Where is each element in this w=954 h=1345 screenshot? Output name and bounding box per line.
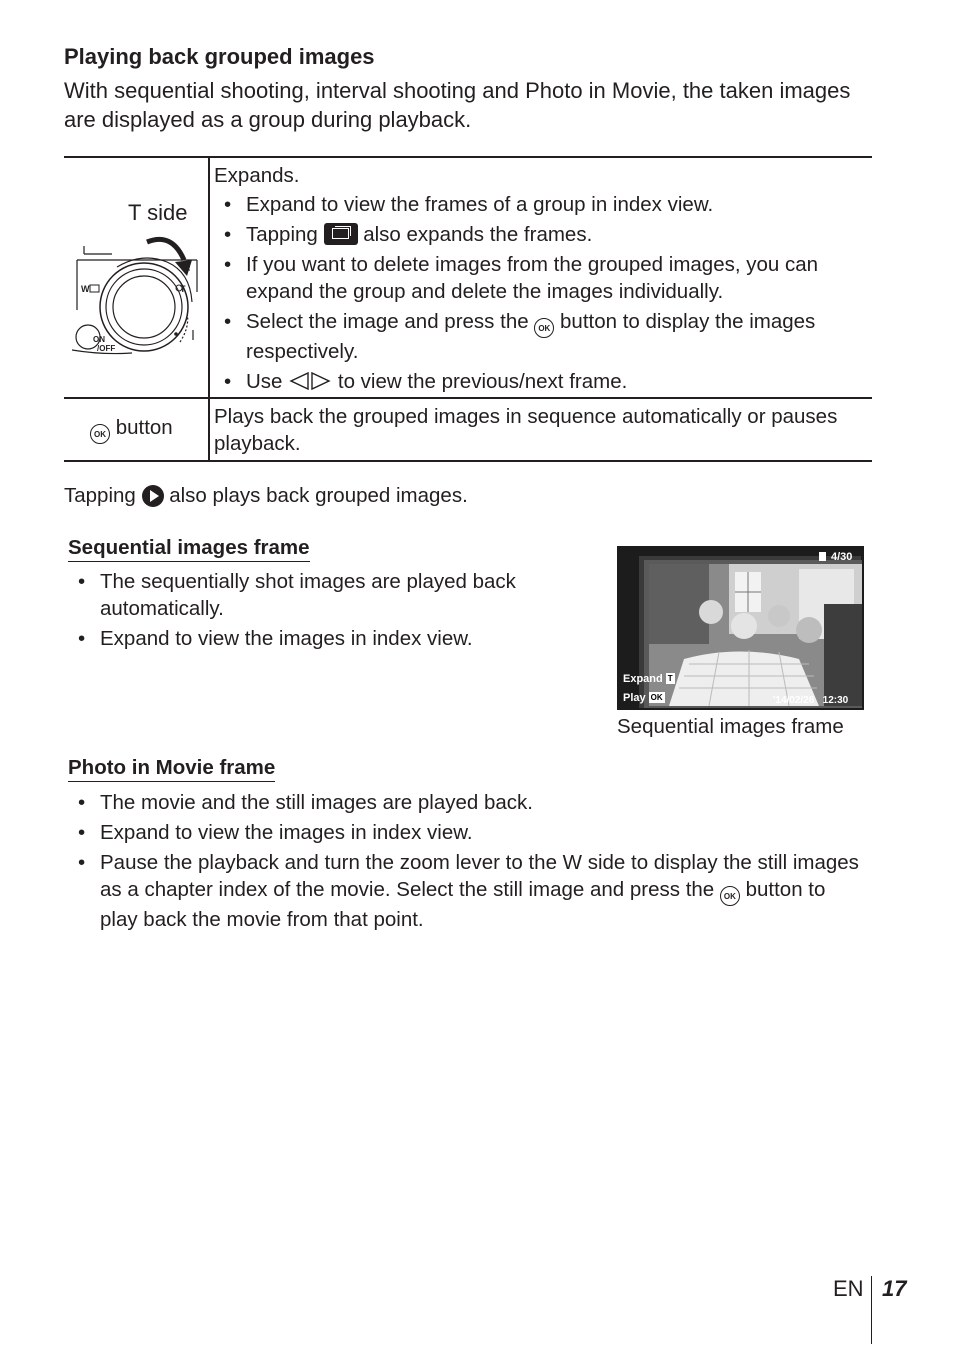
on-off-label-2: /OFF: [97, 344, 116, 353]
group-icon: [819, 552, 826, 561]
index-icon: [90, 285, 99, 292]
sequential-heading: Sequential images frame: [68, 536, 310, 562]
list-item: • Expand to view the images in index view.: [68, 625, 588, 652]
list-item: [214, 308, 864, 365]
t-label: T: [180, 284, 186, 294]
list-item: • If you want to delete images from the grouped images, you can expand the group and delete the images individually.: [214, 251, 864, 305]
counter: [819, 551, 852, 563]
text-fragment: Pause the playback and turn the zoom lever to the W side to display the still images as a chapter index of the movie. Select the still image and press the: [100, 851, 859, 901]
counter-text: 4/30: [831, 551, 853, 563]
t-key-icon: T: [667, 674, 673, 683]
list-item: • The sequentially shot images are played back automatically.: [68, 568, 588, 622]
row2-description: Plays back the grouped images in sequence automatically or pauses playback.: [214, 405, 838, 455]
list-item: [214, 368, 864, 395]
text-fragment: button to display the images respectively.: [246, 310, 816, 363]
footer-divider: [871, 1276, 872, 1344]
row1-lead: Expands.: [214, 164, 300, 187]
intro-paragraph: With sequential shooting, interval shooting and Photo in Movie, the taken images are displayed as a group during playback.: [64, 78, 851, 132]
row1-list: [214, 191, 864, 395]
text-fragment: button to play back the movie from that point.: [100, 878, 826, 931]
list-item: • Expand to view the frames of a group in index view.: [214, 191, 864, 218]
ok-button-label: [90, 416, 173, 444]
list-item: [214, 221, 864, 248]
photo-thumbnail: [649, 564, 862, 706]
tap-note: [64, 484, 468, 508]
photo-in-movie-heading: Photo in Movie frame: [68, 756, 275, 782]
sequential-screen: [617, 546, 864, 710]
section-title: Playing back grouped images: [64, 44, 375, 69]
row1-description: [214, 161, 864, 395]
time: 12:30: [822, 695, 849, 706]
photo-in-movie-list: [68, 789, 868, 936]
screen-caption: Sequential images frame: [617, 715, 844, 738]
language-label: EN: [833, 1276, 864, 1301]
play-hint: [623, 692, 665, 704]
text-fragment: Tapping: [64, 484, 136, 507]
t-side-label: T side: [128, 200, 188, 225]
timestamp: [773, 695, 848, 706]
list-item: [68, 849, 868, 933]
left-right-arrows-icon: [288, 371, 332, 391]
play-icon: [142, 485, 164, 507]
text-fragment: Select the image and press the: [246, 310, 529, 333]
table-column-divider: [208, 156, 210, 461]
table-top-rule: [64, 156, 872, 158]
zoom-lever-camera-illustration: [72, 232, 202, 357]
ok-button-icon: OK: [720, 886, 740, 906]
play-label: Play: [623, 692, 646, 704]
text-fragment: also plays back grouped images.: [169, 484, 468, 507]
ok-button-icon: OK: [534, 318, 554, 338]
table-row-divider: [64, 397, 872, 399]
ok-key-icon: OK: [650, 693, 663, 702]
text-fragment: Tapping: [246, 223, 318, 246]
ok-button-icon: OK: [90, 424, 110, 444]
expand-hint: [623, 673, 675, 685]
page-number: 17: [882, 1276, 907, 1301]
text-fragment: to view the previous/next frame.: [337, 370, 628, 393]
expand-frames-icon: [324, 223, 358, 245]
text-fragment: button: [115, 416, 173, 439]
w-label: W: [81, 284, 90, 294]
sequential-list: [68, 568, 588, 655]
table-bottom-rule: [64, 460, 872, 462]
list-item: • Expand to view the images in index view.: [68, 819, 868, 846]
text-fragment: Use: [246, 370, 283, 393]
expand-label: Expand: [623, 673, 663, 685]
date: '14/02/26: [773, 695, 815, 706]
text-fragment: also expands the frames.: [363, 223, 593, 246]
on-off-label: ON: [93, 335, 105, 344]
list-item: • The movie and the still images are played back.: [68, 789, 868, 816]
